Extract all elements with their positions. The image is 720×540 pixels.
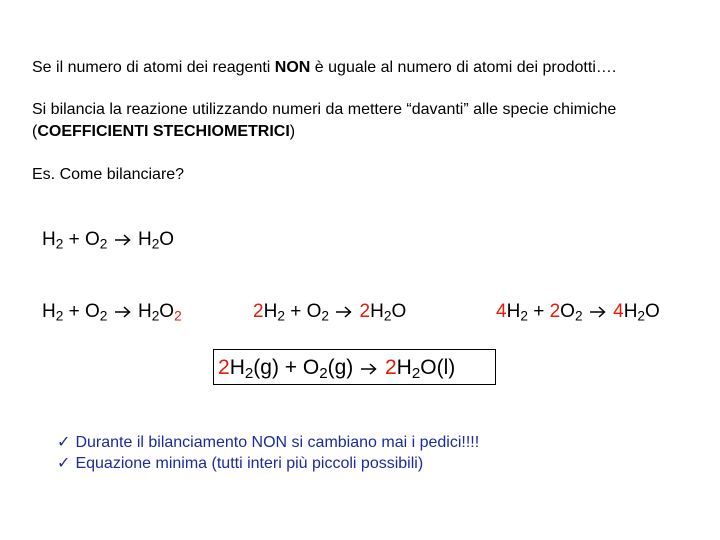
eq1-product-h-sub: 2 (151, 236, 160, 252)
eq4-reagent-b-sub: 2 (574, 308, 583, 324)
eq4-product-h: H (623, 301, 638, 322)
eq4-coef-a: 4 (496, 301, 507, 322)
eq5-reagent-a-sub: 2 (244, 364, 254, 382)
eq5-product-o: O(l) (420, 356, 456, 379)
intro-line-1-bold: NON (274, 59, 311, 76)
eq1-reagent-b: O (85, 229, 100, 250)
eq3-reagent-a-sub: 2 (277, 308, 285, 324)
eq4-reagent-a-sub: 2 (520, 308, 528, 324)
equation-balanced (218, 355, 455, 381)
eq3-reagent-b-sub: 2 (321, 308, 329, 324)
eq2-reagent-a: H (42, 301, 56, 322)
eq5-reagent-b-state: (g) (327, 356, 354, 379)
eq5-product-h: H (396, 356, 412, 379)
eq2-reagent-a-sub: 2 (55, 308, 64, 324)
eq2-plus: + (63, 301, 85, 322)
eq4-product-h-sub: 2 (637, 308, 646, 324)
eq3-product-h-sub: 2 (383, 308, 392, 324)
eq4-coef-c: 4 (613, 301, 624, 322)
eq1-reagent-a-sub: 2 (55, 236, 64, 252)
intro-line-2: Si bilancia la reazione utilizzando numeri da mettere “davanti” alle specie chimiche (32, 101, 617, 118)
intro-line-1-prefix: Se il numero di atomi dei reagenti (32, 59, 275, 76)
eq3-product-h: H (370, 301, 384, 322)
arrow-icon (115, 306, 131, 318)
intro-line-1 (32, 58, 616, 78)
eq5-product-h-sub: 2 (411, 364, 421, 382)
eq4-product-o: O (645, 301, 660, 322)
eq1-plus: + (63, 229, 85, 250)
eq4-reagent-b: O (560, 301, 575, 322)
arrow-icon (115, 234, 131, 246)
eq5-reagent-b-sub: 2 (319, 364, 328, 382)
eq5-reagent-a: H (229, 356, 245, 379)
eq3-reagent-a: H (263, 301, 278, 322)
eq1-reagent-b-sub: 2 (99, 236, 108, 252)
eq2-product-o: O (159, 301, 175, 322)
arrow-icon (336, 306, 352, 318)
eq3-coef-c: 2 (359, 301, 371, 322)
eq3-coef-a: 2 (253, 301, 264, 322)
eq1-product-o: O (159, 229, 175, 250)
arrow-icon (590, 306, 606, 318)
note-item (57, 454, 423, 474)
example-heading: Es. Come bilanciare? (32, 166, 185, 183)
arrow-icon (361, 363, 377, 375)
note-text: Durante il bilanciamento NON si cambiano mai i pedici!!!! (75, 434, 480, 451)
eq5-reagent-b: O (302, 356, 320, 379)
note-item (57, 433, 479, 453)
eq3-reagent-b: O (306, 301, 322, 322)
eq5-coef-c: 2 (384, 356, 397, 379)
paren-open: ( (32, 123, 38, 140)
eq3-plus: + (284, 301, 307, 322)
equation-wrong-subscript (42, 300, 182, 324)
eq4-coef-b: 2 (549, 301, 561, 322)
equation-non-minimal (496, 300, 660, 324)
eq5-plus: + (278, 356, 303, 379)
intro-line-1-suffix: è uguale al numero di atomi dei prodotti…. (310, 59, 617, 76)
eq1-reagent-a: H (42, 229, 56, 250)
eq2-product-h-sub: 2 (151, 308, 160, 324)
eq2-reagent-b-sub: 2 (99, 308, 108, 324)
checkmark-icon: ✓ (57, 434, 71, 451)
eq4-plus: + (527, 301, 550, 322)
equation-partial (253, 300, 406, 324)
note-text: Equazione minima (tutti interi più piccoli possibili) (75, 455, 424, 472)
checkmark-icon: ✓ (57, 455, 71, 472)
eq5-coef-a: 2 (218, 356, 230, 379)
eq1-product-h: H (137, 229, 152, 250)
intro-line-3 (32, 122, 295, 142)
eq2-product-h: H (137, 301, 152, 322)
eq4-reagent-a: H (506, 301, 521, 322)
equation-unbalanced (42, 228, 174, 252)
eq3-product-o: O (391, 301, 407, 322)
coefficients-bold: COEFFICIENTI STECHIOMETRICI (37, 123, 290, 140)
eq2-product-o-sub: 2 (174, 308, 182, 324)
eq5-reagent-a-state: (g) (253, 356, 279, 379)
paren-close: ) (289, 123, 296, 140)
eq2-reagent-b: O (85, 301, 100, 322)
